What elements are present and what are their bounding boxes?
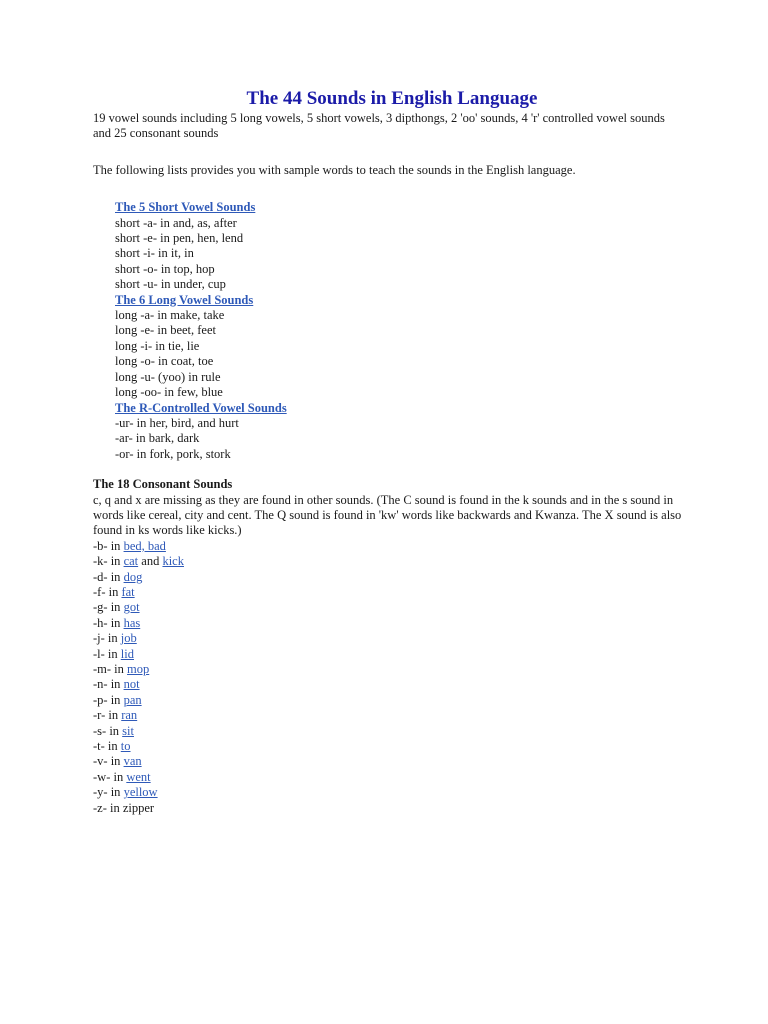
list-item: long -oo- in few, blue <box>115 385 223 400</box>
list-item: -ar- in bark, dark <box>115 431 200 446</box>
word-link[interactable]: pan <box>123 692 142 707</box>
word-link[interactable]: kick <box>162 554 184 569</box>
word-link[interactable]: not <box>123 677 140 692</box>
list-item <box>93 754 683 769</box>
word-link[interactable]: bed, bad <box>123 538 166 553</box>
section-long-vowels <box>115 293 683 308</box>
list-item <box>93 662 683 677</box>
consonant-prefix: -r- in <box>93 708 122 723</box>
section-r-controlled <box>115 401 683 416</box>
list-item: long -o- in coat, toe <box>115 354 214 369</box>
consonant-prefix: -n- in <box>93 677 124 692</box>
list-item <box>93 677 683 692</box>
consonants-note: c, q and x are missing as they are found in other sounds. (The C sound is found in the k sounds and in the s sound in words like cereal, city and cent. The Q sound is found in 'kw' words like backwards and Kwanza. The X sound is also found in ks words like kicks.) <box>93 492 682 538</box>
word-link[interactable]: to <box>120 739 131 754</box>
consonant-prefix: -p- in <box>93 692 124 707</box>
consonant-prefix: -s- in <box>93 723 123 738</box>
list-item: -ur- in her, bird, and hurt <box>115 415 239 430</box>
word-link[interactable]: dog <box>123 569 143 584</box>
word-link[interactable]: yellow <box>123 785 158 800</box>
lead-paragraph: The following lists provides you with sample words to teach the sounds in the English language. <box>93 162 576 177</box>
list-item <box>93 570 683 585</box>
consonants-heading: The 18 Consonant Sounds <box>93 477 233 492</box>
list-item: short -e- in pen, hen, lend <box>115 231 244 246</box>
consonant-prefix: -y- in <box>93 785 124 800</box>
short-vowels-link[interactable]: The 5 Short Vowel Sounds <box>115 200 256 215</box>
section-short-vowels <box>115 200 683 215</box>
consonant-prefix: -d- in <box>93 569 124 584</box>
list-item: -or- in fork, pork, stork <box>115 446 231 461</box>
list-item: short -u- in under, cup <box>115 277 226 292</box>
list-item: short -a- in and, as, after <box>115 215 237 230</box>
word-link[interactable]: job <box>120 631 137 646</box>
list-item: short -i- in it, in <box>115 246 194 261</box>
list-item <box>93 647 683 662</box>
list-item: long -e- in beet, feet <box>115 323 216 338</box>
list-item <box>93 616 683 631</box>
list-item <box>93 801 683 816</box>
r-controlled-vowels-link[interactable]: The R-Controlled Vowel Sounds <box>115 400 287 415</box>
consonant-prefix: -t- in <box>93 739 121 754</box>
list-item: long -u- (yoo) in rule <box>115 369 221 384</box>
list-item <box>93 600 683 615</box>
consonant-prefix: -f- in <box>93 584 122 599</box>
page-title: The 44 Sounds in English Language <box>246 88 538 109</box>
consonant-prefix: -l- in <box>93 646 121 661</box>
list-item <box>93 554 683 569</box>
list-item: long -i- in tie, lie <box>115 338 200 353</box>
word-link[interactable]: went <box>126 769 151 784</box>
list-item: long -a- in make, take <box>115 308 225 323</box>
consonant-prefix: -b- in <box>93 538 124 553</box>
consonant-prefix: -z- in zipper <box>93 800 155 815</box>
list-item <box>93 585 683 600</box>
list-item <box>93 739 683 754</box>
consonant-prefix: -v- in <box>93 754 124 769</box>
word-joiner: and <box>138 554 163 569</box>
long-vowels-link[interactable]: The 6 Long Vowel Sounds <box>115 292 254 307</box>
consonant-prefix: -k- in <box>93 554 124 569</box>
list-item <box>93 770 683 785</box>
consonant-prefix: -j- in <box>93 631 121 646</box>
word-link[interactable]: got <box>123 600 140 615</box>
list-item <box>93 708 683 723</box>
word-link[interactable]: ran <box>121 708 138 723</box>
word-link[interactable]: has <box>123 615 141 630</box>
consonant-prefix: -w- in <box>93 769 127 784</box>
document-page <box>93 88 683 816</box>
list-item <box>93 693 683 708</box>
list-item <box>93 724 683 739</box>
vowel-lists <box>115 200 683 462</box>
word-link[interactable]: van <box>123 754 142 769</box>
intro-paragraph: 19 vowel sounds including 5 long vowels, 5 short vowels, 3 dipthongs, 2 'oo' sounds, 4 'r' controlled vowel sounds and 25 consonant sounds <box>93 111 665 141</box>
word-link[interactable]: sit <box>122 723 134 738</box>
list-item <box>93 539 683 554</box>
word-link[interactable]: lid <box>120 646 134 661</box>
word-link[interactable]: cat <box>123 554 139 569</box>
consonant-list <box>93 539 683 816</box>
list-item <box>93 631 683 646</box>
consonant-prefix: -g- in <box>93 600 124 615</box>
word-link[interactable]: mop <box>127 662 150 676</box>
consonant-prefix: -m- in <box>93 662 128 676</box>
word-link[interactable]: fat <box>121 584 135 599</box>
list-item <box>93 785 683 800</box>
consonant-prefix: -h- in <box>93 615 124 630</box>
list-item: short -o- in top, hop <box>115 261 215 276</box>
